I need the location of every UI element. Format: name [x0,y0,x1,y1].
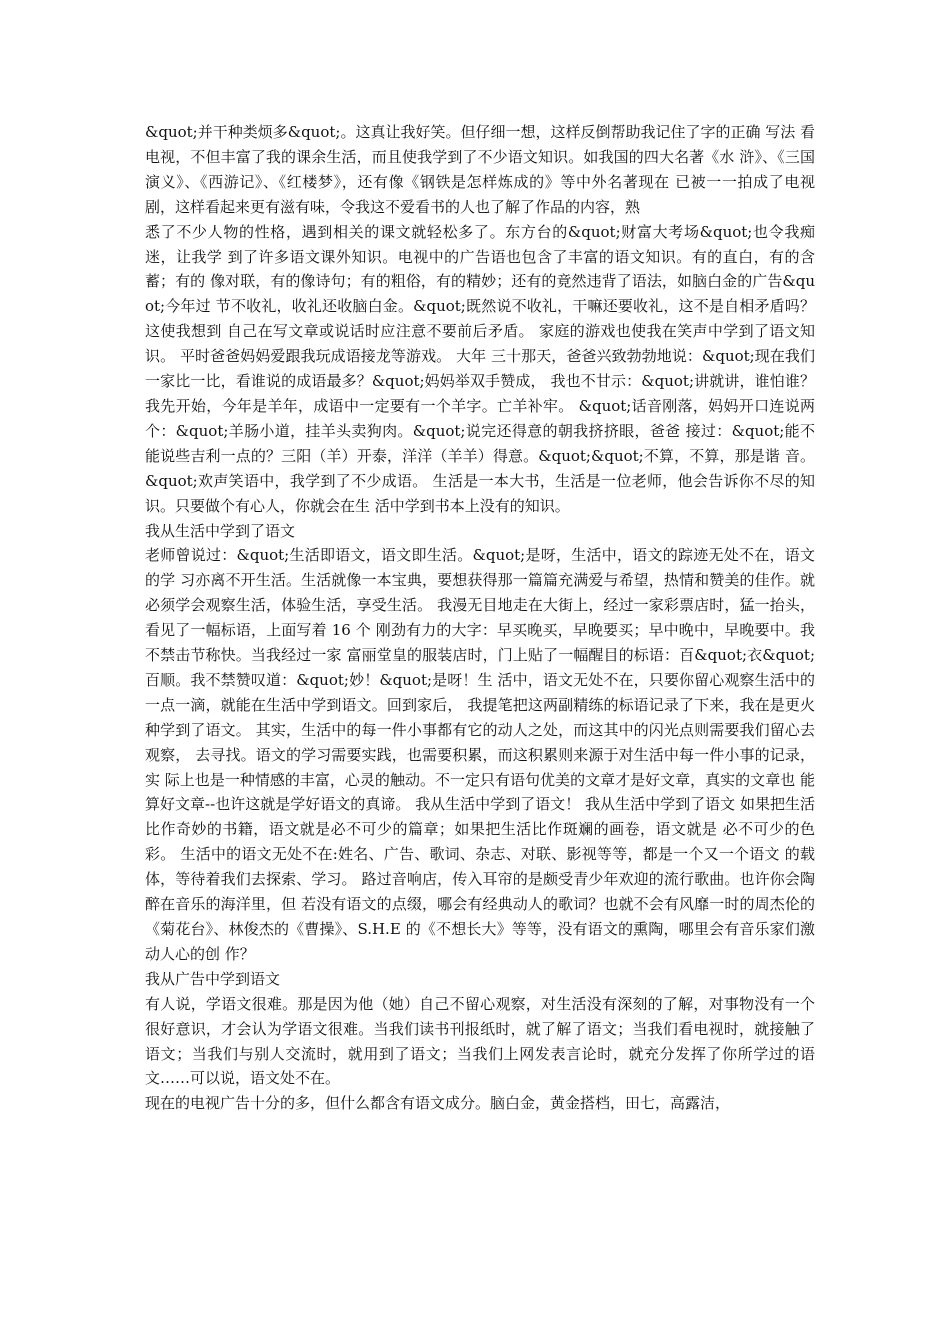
paragraph-learning-is-hard: 有人说，学语文很难。那是因为他（她）自己不留心观察，对生活没有深刻的了解，对事物没有一个很好意识，才会认为学语文很难。当我们读书刊报纸时，就了解了语文；当我们看电视时，就接触了语文；当我们与别人交流时，就用到了语文；当我们上网发表言论时，就充分发挥了你所学过的语文……可以说，语文处不在。 [145,994,815,1088]
paragraph-ads-and-games: 悉了不少人物的性格，遇到相关的课文就轻松多了。东方台的&quot;财富大考场&quot;也令我痴迷，让我学 到了许多语文课外知识。电视中的广告语也包含了丰富的语文知识。有的直白，有的含蓄；有的 像对联，有的像诗句；有的粗俗，有的精妙；还有的竟然违背了语法，如脑白金的广告&quot;今年过 节不收礼，收礼还收脑白金。&quot;既然说不收礼，干嘛还要收礼，这不是自相矛盾吗？这使我想到 自己在写文章或说话时应注意不要前后矛盾。 家庭的游戏也使我在笑声中学到了语文知识。 平时爸爸妈妈爱跟我玩成语接龙等游戏。 大年 三十那天，爸爸兴致勃勃地说：&quot;现在我们一家比一比，看谁说的成语最多？&quot;妈妈举双手赞成， 我也不甘示：&quot;讲就讲，谁怕谁？我先开始，今年是羊年，成语中一定要有一个羊字。亡羊补牢。 &quot;话音刚落，妈妈开口连说两个：&quot;羊肠小道，挂羊头卖狗肉。&quot;说完还得意的朝我挤挤眼，爸爸 接过：&quot;能不能说些吉利一点的？三阳（羊）开泰，洋洋（羊羊）得意。&quot;&quot;不算，不算，那是谐 音。&quot;欢声笑语中，我学到了不少成语。 生活是一本大书，生活是一位老师，他会告诉你不尽的知识。只要做个有心人，你就会在生 活中学到书本上没有的知识。 [145,222,815,515]
section-heading-life: 我从生活中学到了语文 [145,521,296,540]
paragraph-life-is-chinese: 老师曾说过：&quot;生活即语文，语文即生活。&quot;是呀，生活中，语文的踪迹无处不在，语文的学 习亦离不开生活。生活就像一本宝典，要想获得那一篇篇充满爱与希望，热情和赞美的佳作。就 必须学会观察生活，体验生活，享受生活。 我漫无目地走在大街上，经过一家彩票店时，猛一抬头，看见了一幅标语，上面写着 16 个 刚劲有力的大字：早买晚买，早晚要买；早中晚中，早晚要中。我不禁击节称快。当我经过一家 富丽堂皇的服装店时，门上贴了一幅醒目的标语：百&quot;衣&quot;百顺。我不禁赞叹道：&quot;妙！&quot;是呀！生 活中，语文无处不在，只要你留心观察生活中的一点一滴，就能在生活中学到语文。回到家后， 我提笔把这两副精练的标语记录了下来，我在是更火种学到了语文。 其实，生活中的每一件小事都有它的动人之处，而这其中的闪光点则需要我们留心去观察， 去寻找。语文的学习需要实践，也需要积累，而这积累则来源于对生活中每一件小事的记录，实 际上也是一种情感的丰富，心灵的触动。不一定只有语句优美的文章才是好文章，真实的文章也 能算好文章--也许这就是学好语文的真谛。 我从生活中学到了语文！ 我从生活中学到了语文 如果把生活比作奇妙的书籍，语文就是必不可少的篇章；如果把生活比作斑斓的画卷，语文就是 必不可少的色彩。 生活中的语文无处不在:姓名、广告、歌词、杂志、对联、影视等等，都是一个又一个语文 的载体，等待着我们去探索、学习。 路过音响店，传入耳帘的是颇受青少年欢迎的流行歌曲。也许你会陶醉在音乐的海洋里，但 若没有语文的点缀，哪会有经典动人的歌词？也就不会有风靡一时的周杰伦的《菊花台》、林俊杰的《曹操》、S.H.E 的《不想长大》等等，没有语文的熏陶，哪里会有音乐家们激动人心的创 作？ [145,546,815,963]
paragraph-tv-ads: 现在的电视广告十分的多，但什么都含有语文成分。脑白金，黄金搭档，田七，高露洁， [145,1094,731,1113]
paragraph-tv-learning: &quot;并干种类烦多&quot;。这真让我好笑。但仔细一想，这样反倒帮助我记住了字的正确 写法 看电视，不但丰富了我的课余生活，而且使我学到了不少语文知识。如我国的四大名著《水 浒》、《三国演义》、《西游记》、《红楼梦》，还有像《钢铁是怎样炼成的》等中外名著现在 已被一一拍成了电视剧，这样看起来更有滋有味，令我这不爱看书的人也了解了作品的内容，熟 [145,123,815,216]
section-heading-ads: 我从广告中学到语文 [145,969,281,988]
document-body [145,120,815,1116]
